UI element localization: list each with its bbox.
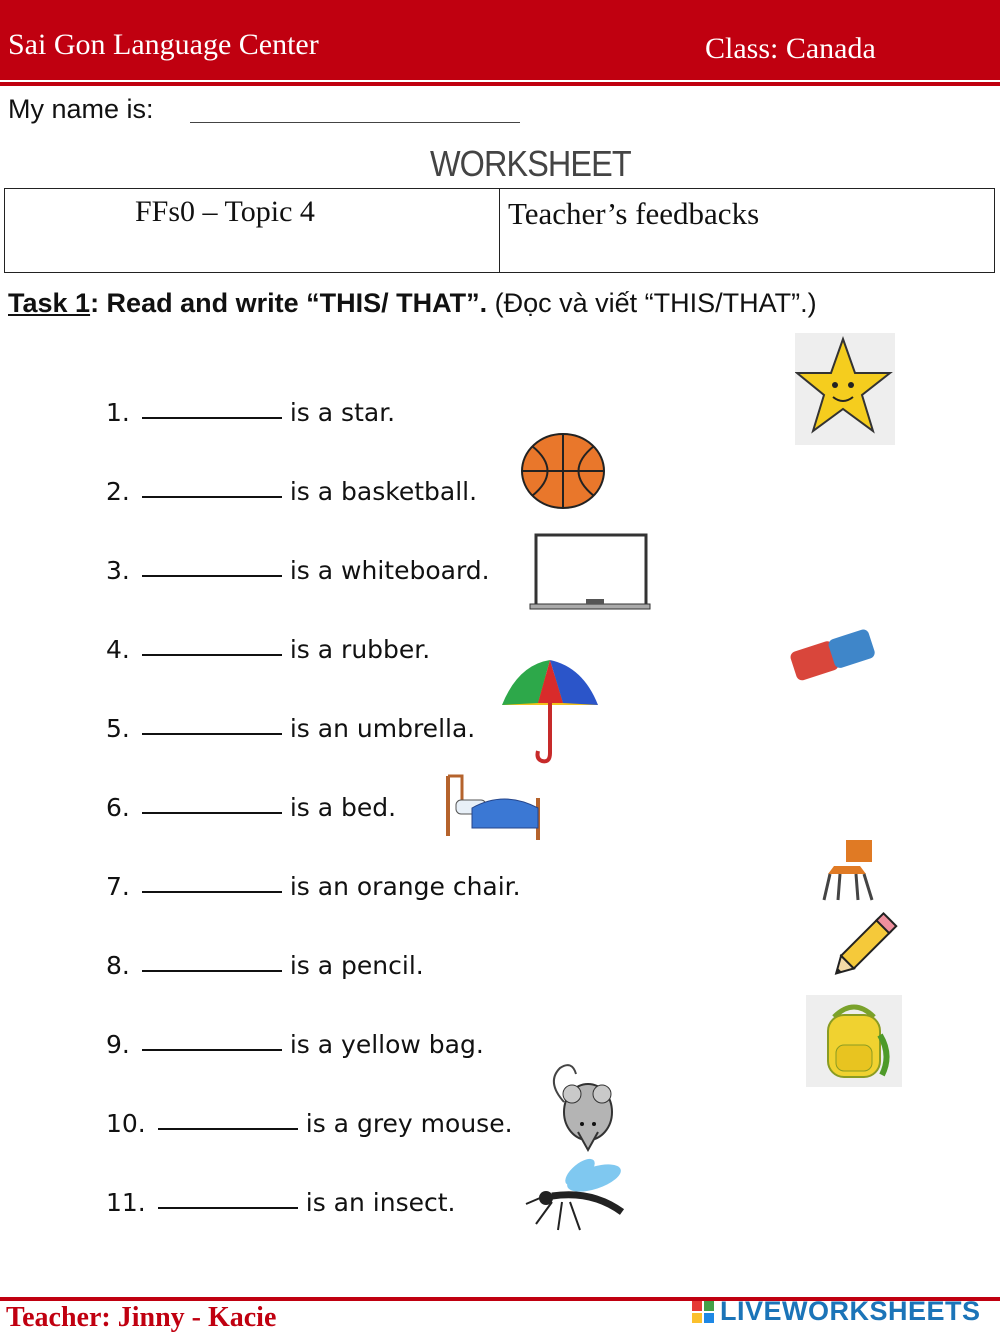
chair-icon (820, 838, 878, 902)
name-field[interactable] (190, 122, 520, 123)
item-number: 6. (106, 793, 130, 822)
item-number: 2. (106, 477, 130, 506)
task-instruction (8, 288, 817, 319)
item-number: 4. (106, 635, 130, 664)
answer-blank[interactable] (158, 1207, 298, 1209)
item-text: is an umbrella. (289, 714, 476, 743)
answer-blank[interactable] (158, 1128, 298, 1130)
list-item (106, 714, 475, 743)
liveworksheets-logo-icon (692, 1299, 716, 1325)
task-text: : Read and write “THIS/ THAT”. (90, 288, 488, 318)
info-table (4, 188, 995, 273)
class-label: Class: Canada (705, 32, 876, 65)
list-item (106, 477, 477, 506)
list-item (106, 793, 396, 822)
list-item (106, 1030, 484, 1059)
bag-icon (806, 995, 902, 1087)
task-label: Task 1 (8, 288, 91, 318)
item-text: is a star. (289, 398, 396, 427)
item-number: 7. (106, 872, 130, 901)
rubber-icon (785, 618, 880, 688)
list-item (106, 872, 521, 901)
answer-blank[interactable] (142, 970, 282, 972)
item-text: is a basketball. (289, 477, 478, 506)
answer-blank[interactable] (142, 575, 282, 577)
item-number: 11. (106, 1188, 146, 1217)
answer-blank[interactable] (142, 496, 282, 498)
worksheet-title: WORKSHEET (430, 143, 631, 184)
name-prompt: My name is: (8, 94, 154, 124)
insect-icon (522, 1158, 626, 1236)
mouse-icon (538, 1062, 622, 1156)
basketball-icon (520, 432, 606, 510)
list-item (106, 398, 395, 427)
task-translation: (Đọc và viết “THIS/THAT”.) (494, 288, 817, 318)
table-divider (499, 189, 500, 272)
pencil-icon (822, 906, 904, 990)
item-number: 1. (106, 398, 130, 427)
item-number: 5. (106, 714, 130, 743)
item-text: is a pencil. (289, 951, 424, 980)
star-icon (795, 333, 895, 445)
item-number: 10. (106, 1109, 146, 1138)
item-text: is an orange chair. (289, 872, 521, 901)
item-number: 3. (106, 556, 130, 585)
umbrella-icon (498, 655, 603, 767)
brand-name[interactable]: LIVEWORKSHEETS (720, 1296, 981, 1326)
answer-blank[interactable] (142, 812, 282, 814)
bed-icon (444, 770, 540, 842)
list-item (106, 635, 430, 664)
header-bar (0, 0, 1000, 80)
feedback-cell: Teacher’s feedbacks (508, 196, 760, 231)
item-text: is a rubber. (289, 635, 431, 664)
answer-blank[interactable] (142, 891, 282, 893)
answer-blank[interactable] (142, 417, 282, 419)
header-divider (0, 82, 1000, 86)
item-number: 8. (106, 951, 130, 980)
answer-blank[interactable] (142, 1049, 282, 1051)
list-item (106, 1188, 456, 1217)
item-text: is a grey mouse. (305, 1109, 513, 1138)
item-text: is a yellow bag. (289, 1030, 484, 1059)
center-name: Sai Gon Language Center (8, 28, 319, 61)
item-text: is an insect. (305, 1188, 456, 1217)
item-text: is a bed. (289, 793, 397, 822)
list-item (106, 556, 490, 585)
whiteboard-icon (528, 532, 652, 614)
list-item (106, 951, 424, 980)
topic-cell: FFs0 – Topic 4 (135, 195, 315, 228)
list-item (106, 1109, 513, 1138)
teacher-name: Teacher: Jinny - Kacie (6, 1302, 277, 1333)
item-text: is a whiteboard. (289, 556, 490, 585)
item-number: 9. (106, 1030, 130, 1059)
answer-blank[interactable] (142, 654, 282, 656)
answer-blank[interactable] (142, 733, 282, 735)
